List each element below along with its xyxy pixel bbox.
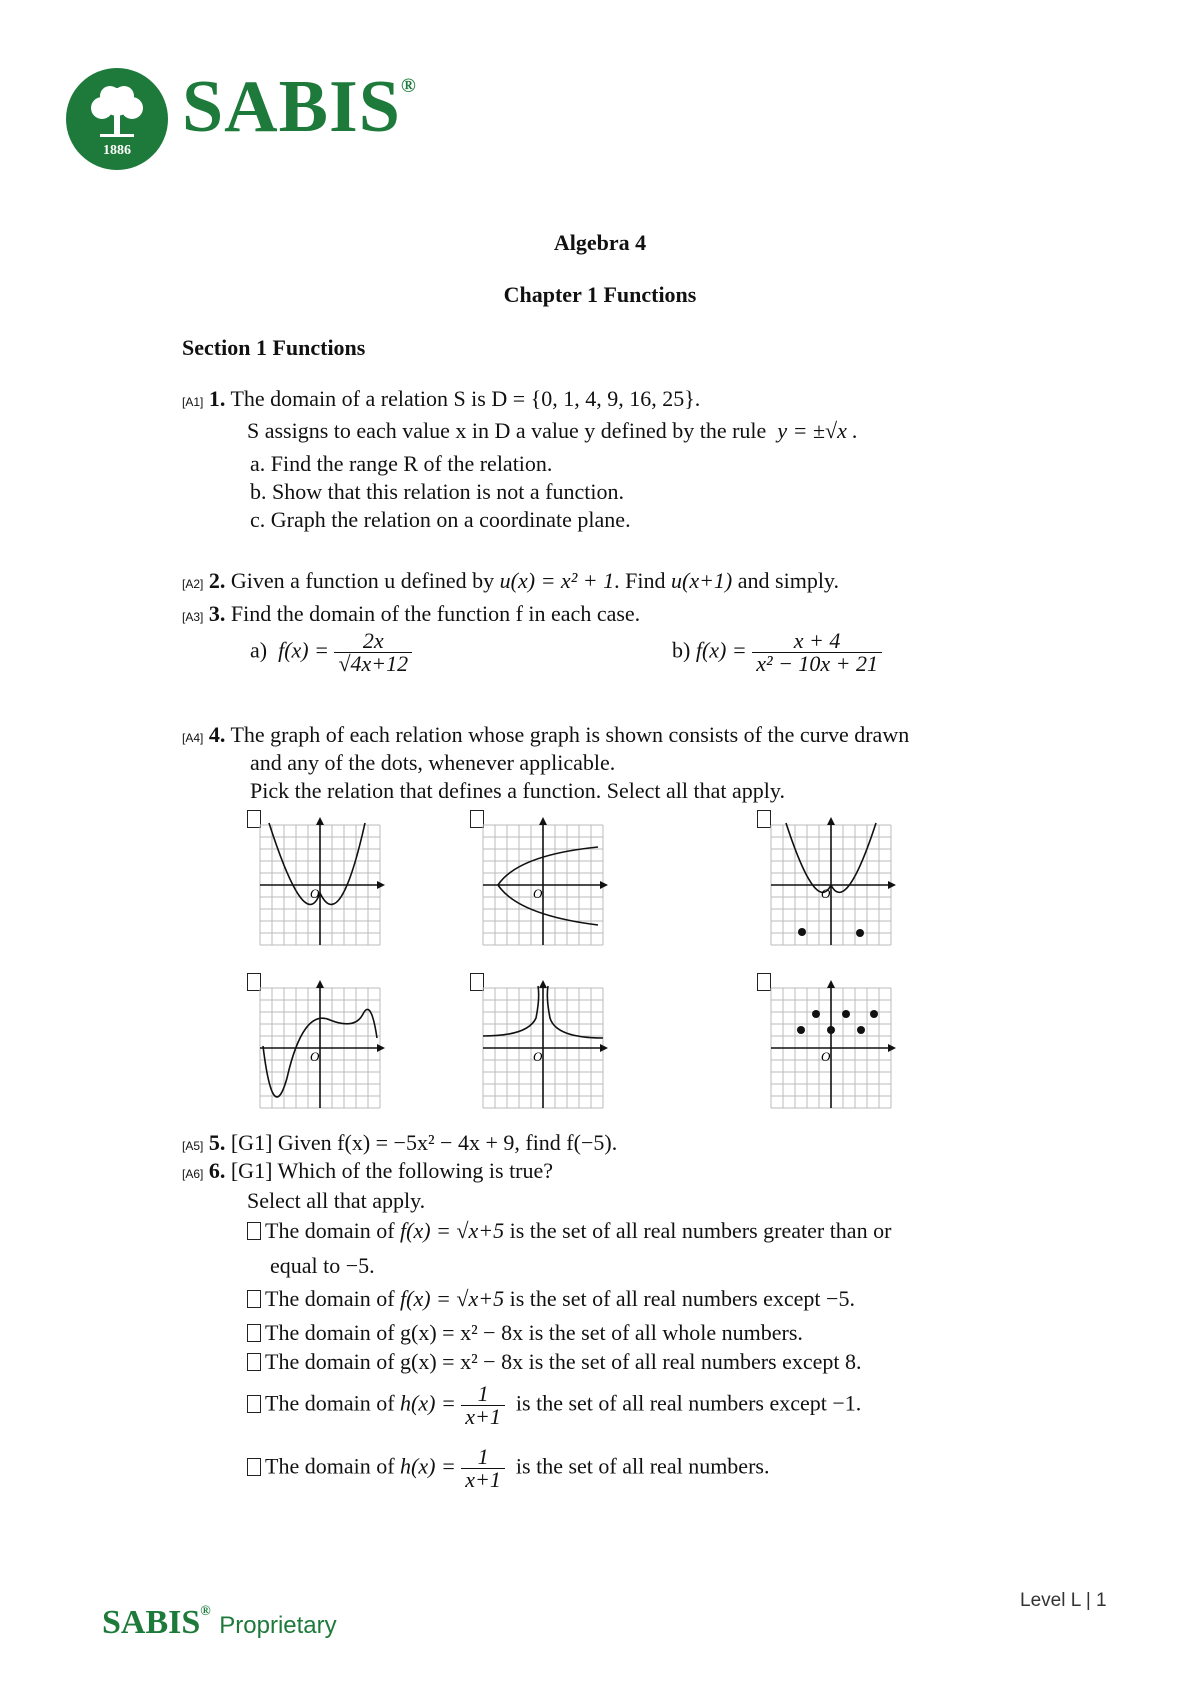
svg-text:O: O	[310, 1049, 320, 1064]
q3-part-b: b) f(x) = $\frac{x + 4}{\text{x² − 10x + 21}}$	[672, 630, 882, 675]
checkbox[interactable]	[247, 1290, 261, 1308]
svg-text:O: O	[821, 886, 831, 901]
q4-graph-3	[766, 815, 896, 955]
q6-option-5[interactable]: The domain of h(x) = $\frac{1}{x+1}$ is the set of all real numbers except −1.	[247, 1383, 861, 1428]
q6-option-4[interactable]: The domain of g(x) = x² − 8x is the set of all real numbers except 8.	[247, 1351, 862, 1373]
q4-line2: and any of the dots, whenever applicable.	[250, 750, 616, 775]
q4-graph-6	[766, 978, 896, 1118]
course-title: Algebra 4	[553, 230, 647, 255]
q3-part-a: a) f(x) = $\frac{2x}{√4x+12}$	[250, 630, 412, 675]
q3: [A3] 3. Find the domain of the function f in each case.	[182, 601, 641, 626]
q5: [A5] 5. [G1] Given f(x) = −5x² − 4x + 9, find f(−5).	[182, 1130, 618, 1155]
q4-graph-5	[478, 978, 608, 1118]
q4-graph-1	[255, 815, 385, 955]
q1-line2: S assigns to each value x in D a value y defined by the rule y = ±√x .	[247, 418, 858, 443]
checkbox[interactable]	[247, 1395, 261, 1413]
q6-option-1-cont: equal to −5.	[270, 1253, 375, 1278]
q6-option-2[interactable]: The domain of f(x) = √x+5 is the set of all real numbers except −5.	[247, 1288, 855, 1310]
checkbox[interactable]	[247, 1353, 261, 1371]
sabis-wordmark: SABIS®	[182, 66, 417, 148]
q6-select: Select all that apply.	[247, 1188, 426, 1213]
q4-graph-4	[255, 978, 385, 1118]
checkbox[interactable]	[247, 1458, 261, 1476]
q2: [A2] 2. Given a function u defined by u(x) = x² + 1. Find u(x+1) and simply.	[182, 568, 839, 593]
svg-text:O: O	[533, 1049, 543, 1064]
q1-line1: [A1] 1. The domain of a relation S is D = {0, 1, 4, 9, 16, 25}.	[182, 386, 701, 411]
q1-part-a: a. Find the range R of the relation.	[250, 451, 553, 476]
q4-line3: Pick the relation that defines a function. Select all that apply.	[250, 778, 785, 803]
q4-line1: [A4] 4. The graph of each relation whose graph is shown consists of the curve drawn	[182, 722, 910, 747]
svg-text:O: O	[821, 1049, 831, 1064]
q6-option-6[interactable]: The domain of h(x) = $\frac{1}{x+1}$ is the set of all real numbers.	[247, 1446, 769, 1491]
sabis-tree-logo	[66, 68, 168, 170]
q1-part-b: b. Show that this relation is not a function.	[250, 479, 624, 504]
q1-part-c: c. Graph the relation on a coordinate plane.	[250, 507, 631, 532]
section-title: Section 1 Functions	[182, 335, 366, 360]
logo-year: 1886	[103, 143, 131, 158]
checkbox[interactable]	[247, 1324, 261, 1342]
page-number: Level L | 1	[1020, 1590, 1107, 1611]
footer-brand: SABIS® Proprietary	[102, 1604, 337, 1641]
svg-text:O: O	[310, 886, 320, 901]
q6-option-3[interactable]: The domain of g(x) = x² − 8x is the set of all whole numbers.	[247, 1322, 803, 1344]
svg-text:O: O	[533, 886, 543, 901]
chapter-title: Chapter 1 Functions	[503, 282, 697, 307]
q4-graph-2	[478, 815, 608, 955]
checkbox[interactable]	[247, 1222, 261, 1240]
q6: [A6] 6. [G1] Which of the following is true?	[182, 1158, 554, 1183]
q6-option-1[interactable]: The domain of f(x) = √x+5 is the set of all real numbers greater than or	[247, 1220, 891, 1242]
